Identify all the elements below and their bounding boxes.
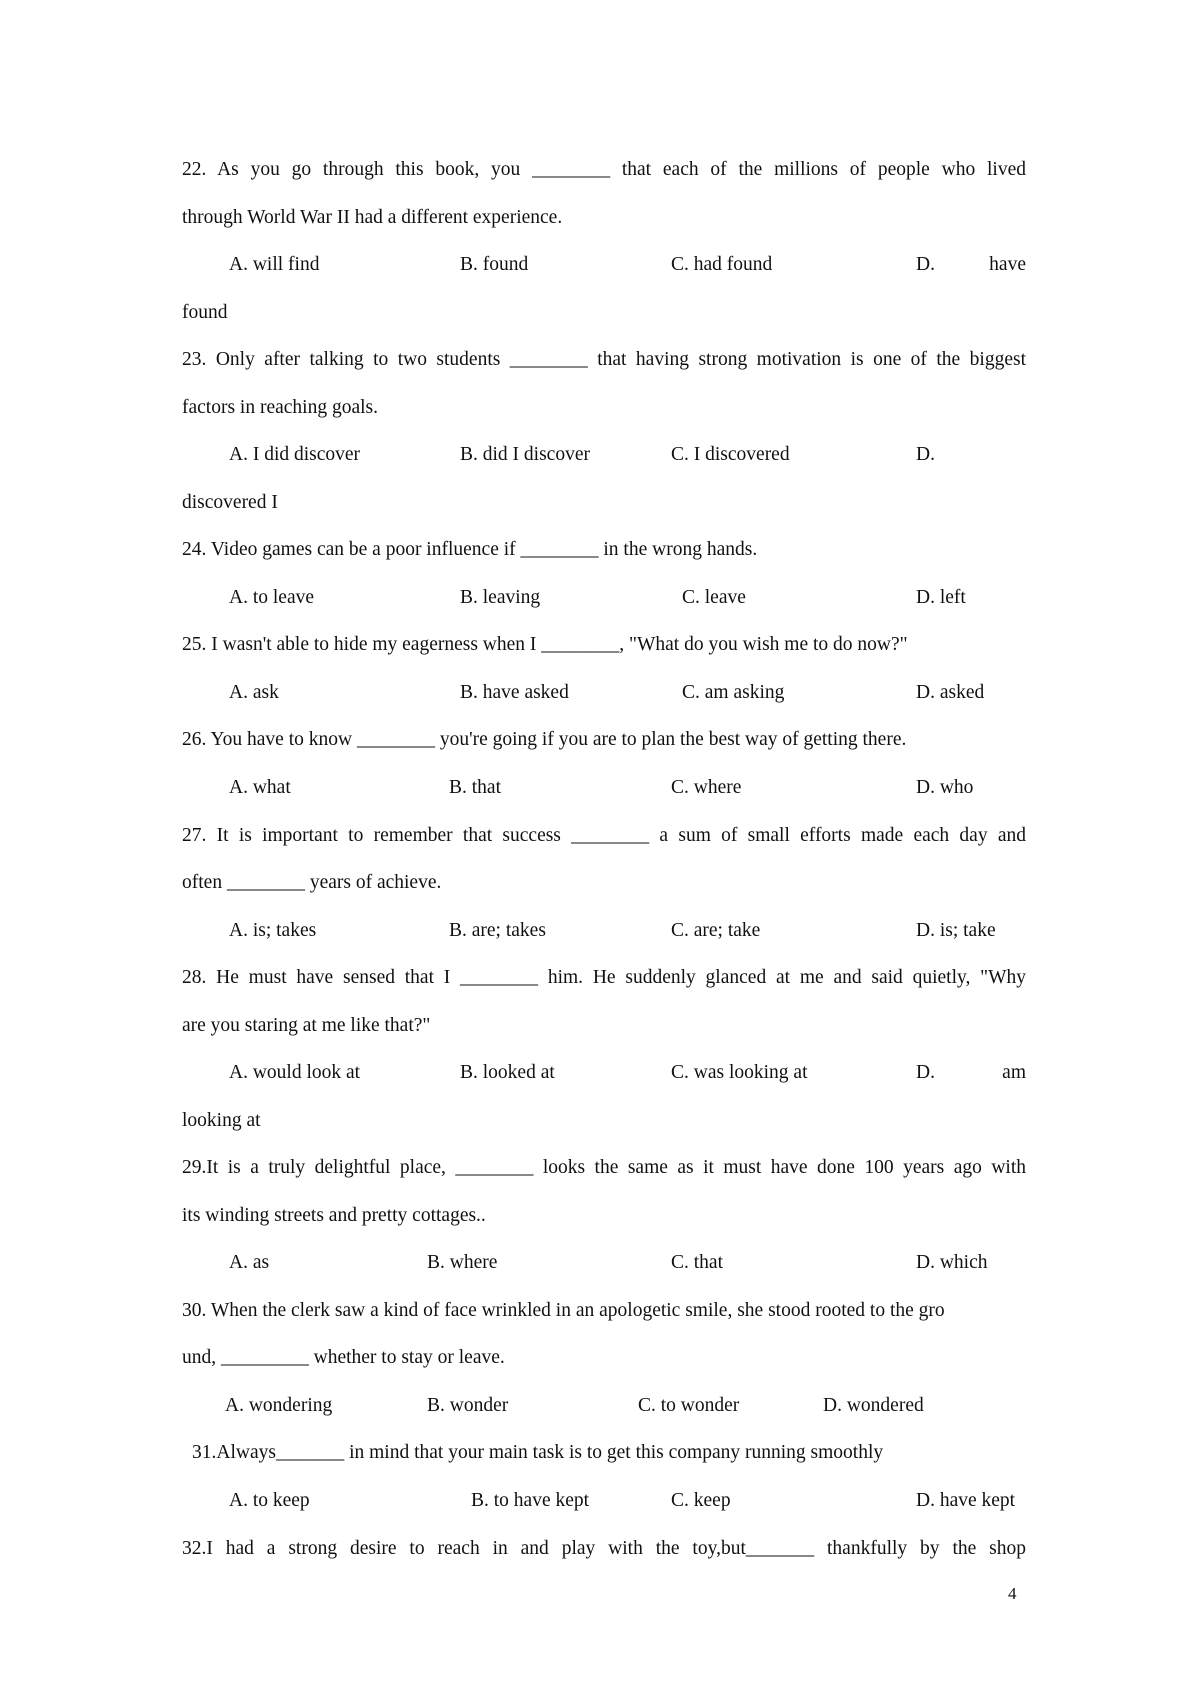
option-23-c: C. I discovered	[671, 444, 790, 465]
question-31-line-1: 31.Always_______ in mind that your main task is to get this company running smoothly	[192, 1442, 884, 1463]
option-27-b: B. are; takes	[449, 920, 546, 941]
question-29-line-2: its winding streets and pretty cottages..	[182, 1205, 486, 1226]
option-29-d: D. which	[916, 1252, 988, 1273]
option-30-b: B. wonder	[427, 1395, 509, 1416]
option-27-d: D. is; take	[916, 920, 996, 941]
option-22-d-wrap: found	[182, 302, 228, 323]
option-30-a: A. wondering	[225, 1395, 333, 1416]
question-27-line-2: often ________ years of achieve.	[182, 872, 442, 893]
option-27-a: A. is; takes	[229, 920, 317, 941]
option-22-c: C. had found	[671, 254, 773, 275]
option-30-c: C. to wonder	[638, 1395, 740, 1416]
option-30-d: D. wondered	[823, 1395, 924, 1416]
option-27-c: C. are; take	[671, 920, 761, 941]
question-30-line-2: und, _________ whether to stay or leave.	[182, 1347, 505, 1368]
question-25-line-1: 25. I wasn't able to hide my eagerness when I ________, "What do you wish me to do now?"	[182, 634, 908, 655]
option-25-a: A. ask	[229, 682, 279, 703]
option-24-a: A. to leave	[229, 587, 315, 608]
option-26-a: A. what	[229, 777, 291, 798]
option-28-b: B. looked at	[460, 1062, 555, 1083]
option-23-d: D.	[916, 444, 935, 465]
option-26-d: D. who	[916, 777, 974, 798]
question-30-line-1: 30. When the clerk saw a kind of face wrinkled in an apologetic smile, she stood rooted to the gro	[182, 1300, 945, 1321]
question-29-line-1: 29.It is a truly delightful place, ________ looks the same as it must have done 100 years ago with	[182, 1157, 1026, 1178]
option-28-c: C. was looking at	[671, 1062, 808, 1083]
option-26-c: C. where	[671, 777, 742, 798]
option-24-b: B. leaving	[460, 587, 541, 608]
option-29-a: A. as	[229, 1252, 270, 1273]
option-22-d: D. have	[916, 254, 1026, 275]
question-27-line-1: 27. It is important to remember that success ________ a sum of small efforts made each day and	[182, 825, 1026, 846]
question-32-line-1: 32.I had a strong desire to reach in and play with the toy,but_______ thankfully by the shop	[182, 1538, 1026, 1559]
question-26-line-1: 26. You have to know ________ you're going if you are to plan the best way of getting there.	[182, 729, 907, 750]
option-23-d-wrap: discovered I	[182, 492, 278, 513]
question-28-line-2: are you staring at me like that?"	[182, 1015, 431, 1036]
option-26-b: B. that	[449, 777, 501, 798]
option-28-a: A. would look at	[229, 1062, 361, 1083]
option-24-c: C. leave	[682, 587, 746, 608]
option-31-d: D. have kept	[916, 1490, 1016, 1511]
question-22-line-1: 22. As you go through this book, you ________ that each of the millions of people who lived	[182, 159, 1026, 180]
question-23-line-1: 23. Only after talking to two students ________ that having strong motivation is one of the biggest	[182, 349, 1026, 370]
option-23-b: B. did I discover	[460, 444, 590, 465]
option-22-a: A. will find	[229, 254, 320, 275]
option-28-d-wrap: looking at	[182, 1110, 261, 1131]
option-25-b: B. have asked	[460, 682, 569, 703]
option-22-b: B. found	[460, 254, 529, 275]
question-28-line-1: 28. He must have sensed that I ________ him. He suddenly glanced at me and said quietly, "Why	[182, 967, 1026, 988]
option-31-a: A. to keep	[229, 1490, 310, 1511]
option-31-b: B. to have kept	[471, 1490, 590, 1511]
option-24-d: D. left	[916, 587, 966, 608]
option-29-b: B. where	[427, 1252, 498, 1273]
option-25-c: C. am asking	[682, 682, 785, 703]
option-28-d: D. am	[916, 1062, 1026, 1083]
question-22-line-2: through World War II had a different experience.	[182, 207, 563, 228]
option-31-c: C. keep	[671, 1490, 731, 1511]
option-25-d: D. asked	[916, 682, 985, 703]
question-23-line-2: factors in reaching goals.	[182, 397, 379, 418]
question-24-line-1: 24. Video games can be a poor influence if ________ in the wrong hands.	[182, 539, 758, 560]
page-number: 4	[1008, 1584, 1017, 1603]
option-29-c: C. that	[671, 1252, 723, 1273]
option-23-a: A. I did discover	[229, 444, 361, 465]
